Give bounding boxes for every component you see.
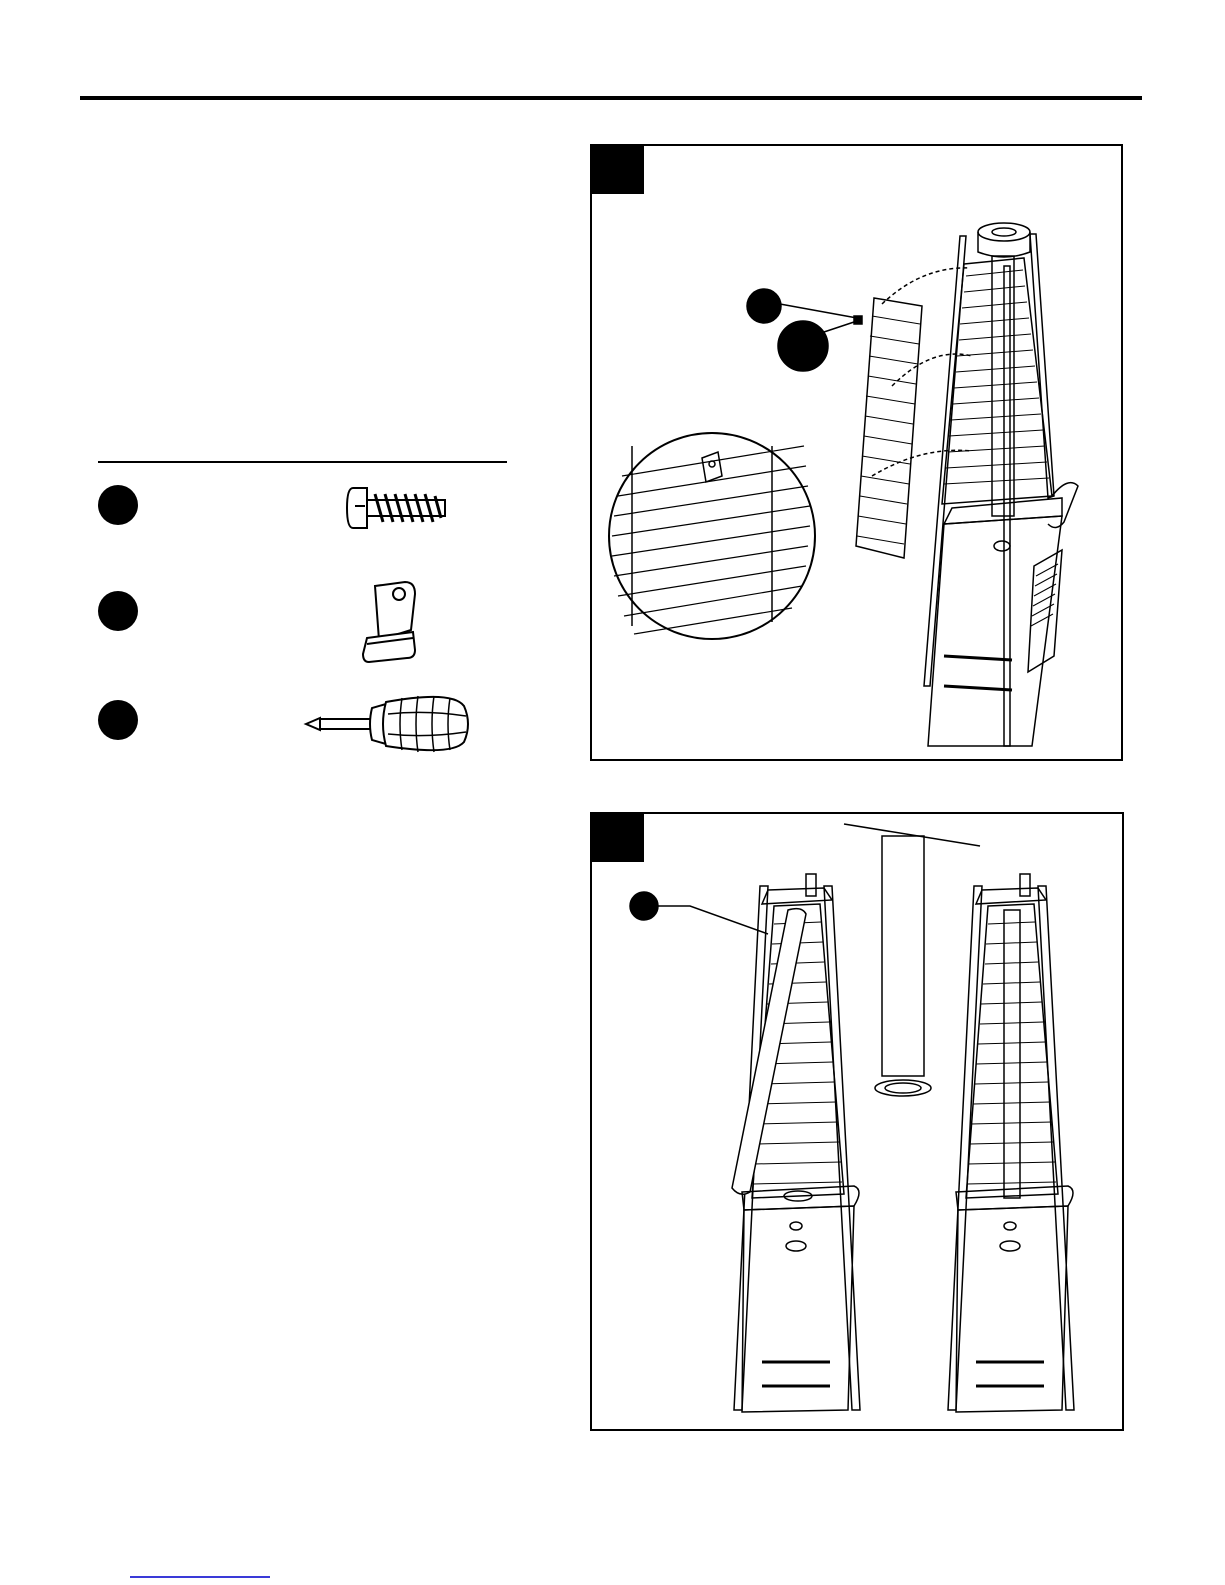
- hardware-marker-2: [98, 591, 138, 631]
- hardware-list-rule: [98, 461, 507, 463]
- pan-head-screw-icon: [345, 478, 455, 538]
- hardware-marker-3: [98, 700, 138, 740]
- header-rule: [80, 96, 1142, 100]
- hardware-marker-1: [98, 485, 138, 525]
- footer-link-underline[interactable]: [130, 1576, 270, 1578]
- heater-panel-and-glass-tube-install-drawing: [592, 814, 1124, 1431]
- figure-panel-2: [590, 812, 1124, 1431]
- phillips-screwdriver-icon: [302, 688, 472, 758]
- heater-glass-panel-attach-drawing: [592, 146, 1123, 761]
- mounting-bracket-icon: [355, 578, 425, 668]
- figure-panel-1: [590, 144, 1123, 761]
